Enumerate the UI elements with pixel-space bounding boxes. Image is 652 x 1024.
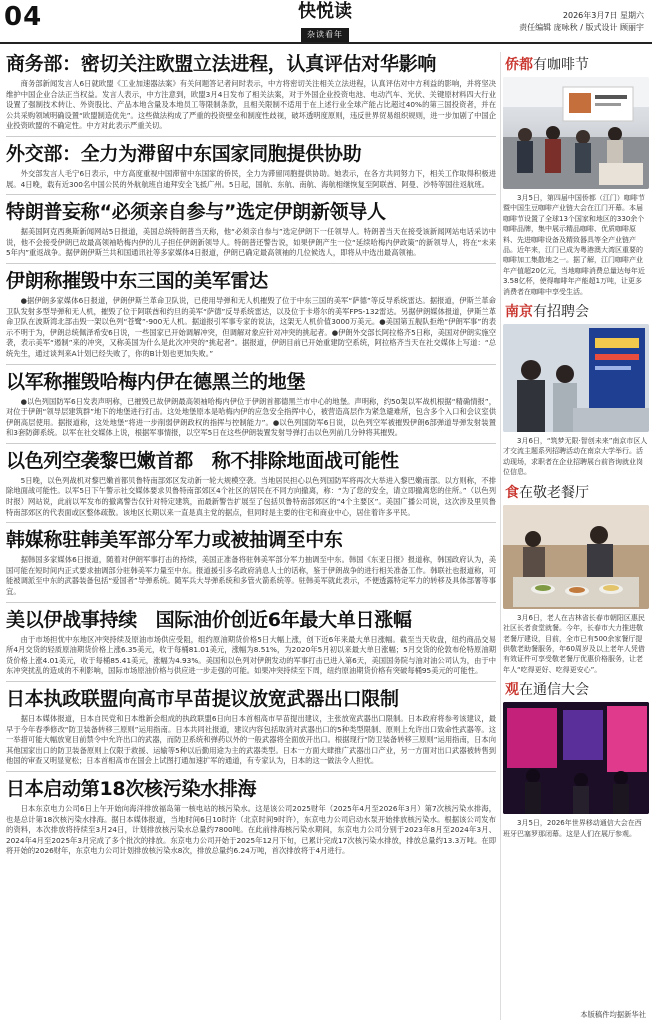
photo-feature xyxy=(503,303,650,478)
feature-title: 观在通信大会 xyxy=(505,682,589,699)
article xyxy=(6,528,496,597)
article-headline: 日本启动第18次核污染水排海 xyxy=(6,777,257,800)
article-body: ●据伊朗多家媒体6日报道，伊朗伊斯兰革命卫队说，已使用导弹和无人机摧毁了位于中东三国的美军“萨德”等反导系统雷达。据报道，伊斯兰革命卫队发射多型导弹和无人机，摧毁了位于阿联酋和约旦的美军“萨德”反导系统雷达，以及位于卡塔尔的美军FPS-132雷达。另据伊朗媒体报道，伊斯兰革命卫队在波斯湾北部击毁一架以色列“苍鹭”-900无人机。据道报引军事专家的说法，这架无人机价值3000万美元。●美国第五舰队拒绝“伊朗军事”的表示不明于为，伊朗总统佩泽希安6日说，一些国家已开始调解冲突，但调解对象应针对冲突的挑起者。●伊朗外交部长阿拉格齐5日称，美国对伊朗实施空袭，表示美军“遏制”来的冲突，又称美国为什么是此次冲突的“挑起者”。据报道，伊朗目前已开始重建防空系统，阿拉格齐当天在社交媒体上写道：“总统先生，通过谈判来A计划已经失败了，你的B计划也更加失败。” xyxy=(6,295,496,358)
article-headline: 外交部：全力为滞留中东国家同胞提供协助 xyxy=(6,142,362,165)
coffee-festival-illustration xyxy=(503,77,649,189)
job-fair-illustration xyxy=(503,324,649,432)
divider xyxy=(6,771,496,772)
photo-caption: 3月5日，第四届中国侨都（江门）咖啡节暨中国生豆咖啡产业链大会在江门开幕。本届咖啡节设置了全球13个国家和地区的330余个咖啡品牌，集中展示精品咖啡、优质咖啡原料、先进咖啡设备及精致器具等全产业链产品。近年来，江门已成为粤港澳大湾区重要的咖啡加工集散地之一。据了解，江门咖啡产业年产值超20亿元，当地咖啡消费总量达每年近3.58亿杯，使得咖啡年产能超1万吨，让更多消费者在咖啡中享受生活。 xyxy=(503,194,645,296)
article xyxy=(6,370,496,439)
photo-feature xyxy=(503,484,650,675)
divider xyxy=(6,681,496,682)
canteen-illustration xyxy=(503,505,649,609)
page-number: 04 xyxy=(4,2,43,32)
feature-title: 食在敬老餐厅 xyxy=(505,484,589,501)
divider xyxy=(6,522,496,523)
article-body: 外交部发言人毛宁6日表示，中方高度重视中国滞留中东国家的侨民，全力为滞留同胞提供协助。她表示，在各方共同努力下，相关工作取得积极进展。4日晚，载有近300名中国公民的外航航班自迪拜安全飞抵广州。5日起，国航、东航、南航、海航相继恢复至阿联酋、阿曼、沙特等国往返航班。 xyxy=(6,168,496,189)
article-body: 日本东京电力公司6日上午开始向海洋排放福岛第一核电站的核污染水。这是该公司2025财年（2025年4月至2026年3月）第7次核污染水排海，也是总计第18次核污染水排海。据日本媒体报道，当地时间6日10时许（北京时间9时许），东京电力公司启动水泵开始排放核污染水。根据该公司发布的资料，本次排放将持续至3月24日，计划排放核污染水总量约7800吨。在此前排海核污染水期间，东京电力公司分别于2023年8月至2024年3月、2024年4月至2025年3月完成了多个批次的排放。东京电力公司开始于2025年12月下旬，已累计完成17次核污染水排放，排放总量约13.3万吨。在即将开始的2026财年，东京电力公司计划排放核污染水8次，排放总量约6.24万吨，首次排放将于4月进行。 xyxy=(6,803,496,856)
mobile-congress-photo xyxy=(503,702,649,814)
photo-caption: 3月6日，“筑梦无限·智创未来”南京市区人才交流主题系列招聘活动在南京大学举行。活动现场，求职者在企业招聘展台前咨询就业岗位信息。 xyxy=(503,437,648,477)
divider xyxy=(6,602,496,603)
news-column xyxy=(6,52,496,1020)
section-brand xyxy=(290,2,360,42)
article xyxy=(6,142,496,190)
article-body: 据日本媒体报道，日本自民党和日本维新会组成的执政联盟6日向日本首相高市早苗提出建议，主张放宽武器出口限制。日本政府将参考该建议，最早于今年春季修改“防卫装备转移三原则”运用指南。日本共同社报道，建议内容包括取消对武器出口的5种类型限制、原则上允许出口致命性武器等。这一举措可能大幅放宽目前禁令中允许出口的武器，而防卫系统和弹药以外的一般武器将全面放开出口。根据现行“防卫装备转移三原则”运用指南，日本向其他国家出口的防卫装备原则上仅限于救援、运输等5种以后勤用途为主的武器类型。日本一方面大肆推广武器出口产业，另一方面对出口武器被转售到他国的审查又明显宽松；日本首相高市在国会上试图打通加速扩军的通道，有专家认为，日本的这一做法令人担忧。 xyxy=(6,714,496,766)
issue-date: 2026年3月7日 星期六 xyxy=(562,11,644,20)
article-body: 据美国阿克西奥斯新闻网站5日报道，美国总统特朗普当天称，他“必须亲自参与”选定伊朗下一任领导人。特朗普当天在接受该新闻网站电话采访中说，他不会接受伊朗已故最高领袖哈梅内伊的儿子担任伊朗新领导人。特朗普还警告说，如果伊朗产生一位“延续哈梅内伊政策”的新领导人，将在“未来5年内”重返战争。据伊朗伊斯兰共和国通讯社等多家媒体4日报道，伊朗已确定最高领袖的几位候选人，即将从中选出最高领袖。 xyxy=(6,227,496,258)
article xyxy=(6,449,496,518)
editor-credit: 责任编辑 庞咏秋 / 版式设计 顾丽宇 xyxy=(519,23,644,32)
job-fair-photo xyxy=(503,324,649,432)
article-headline: 以色列空袭黎巴嫩首都 称不排除地面战可能性 xyxy=(6,449,399,472)
article xyxy=(6,200,496,259)
mobile-congress-illustration xyxy=(503,702,649,814)
article xyxy=(6,269,496,360)
source-credit: 本版稿件均据新华社 xyxy=(580,1010,646,1019)
article-body: 由于市场担忧中东地区冲突持续及原油市场供应受阻，组约原油期货价格5日大幅上涨，创下近6年来最大单日涨幅。截至当天收盘，纽约商品交易所4月交货的轻质原油期货价格上涨6.35美元，收于每桶81.01美元，涨幅为8.51%，为2020年5月初以来最大单日涨幅；5月交货的伦敦布伦特原油期货价格上涨4.01美元，收于每桶85.41美元，涨幅为4.93%。美国和以色列对伊朗发动的军事打击已进入第6天，美国国务院与油对油公司认为，由于中东冲突扰乱的造成的不利影响，国际市场原油价格与供应进一步走强的可能。如果冲突持续至下周，纽约原油期货价格有突破每桶95美元的可能性。 xyxy=(6,634,496,676)
photo-caption: 3月5日，2026年世界移动通信大会在西班牙巴塞罗那闭幕。这是人们在展厅参观。 xyxy=(503,819,642,838)
feature-title: 南京有招聘会 xyxy=(505,304,589,321)
article-headline: 商务部：密切关注欧盟立法进程，认真评估对华影响 xyxy=(6,53,437,75)
article-body: 据韩国多家媒体6日报道，随着对伊朗军事打击的持续，美国正准备将驻韩美军部分军力抽调至中东。韩国《东亚日报》报道称，韩国政府认为，美国可能在短时间内正式要求抽调部分驻韩美军力量至中东。报道援引多名政府消息人士的话称，鉴于伊朗战争的进行相关准备工作。韩联社也报道称，可能被调派至中东的武器装备包括“爱国者”导弹系统。随军兵大导弹系统和多管火箭系统等。驻韩美军就此表示，不便透露特定军力的转移及具体部署等事宜。 xyxy=(6,555,496,597)
photo-caption: 3月6日，老人在吉林省长春市朝阳区惠民社区长者食堂就餐。今年，长春市大力推进敬老餐厅建设，目前，全市已有500余家餐厅提供敬老助餐服务，年60周岁及以上老年人凭借有效证件可享受敬老餐厅优惠价格服务，让老年人“吃得更好、吃得更安心”。 xyxy=(503,613,645,674)
article-body: 商务部新闻发言人6日就欧盟《工业加速器法案》有关问题答记者问时表示，中方将密切关注相关立法进程，认真评估对中方利益的影响，并将坚决维护中国企业合法正当权益。发言人表示，中方注意到，欧盟3月4日发布了相关法案，对于外国企业投资电池、电动汽车、光伏、关键原材料四大行业设置了强制技术转让、外资股比、产品本地含量及本地员工等限制条款，且相关限制不适用于在上述行业全球产能占比超过40%的第三国投资者，并在公共采购领域明确设置“欧盟制造优先”。这些做法构成了严重的投资壁垒和制度性歧视，破坏透明度原则，违反世界贸易组织规则，进一步加剧了中国企业投资欧盟的不确定性。中方对此表示严重关切。 xyxy=(6,79,496,131)
article-headline: 特朗普妄称“必须亲自参与”选定伊朗新领导人 xyxy=(6,201,386,224)
article xyxy=(6,608,496,677)
photo-feature xyxy=(503,56,650,297)
article-headline: 以军称摧毁哈梅内伊在德黑兰的地堡 xyxy=(6,370,306,393)
photo-sidebar xyxy=(500,52,650,1020)
coffee-festival-photo xyxy=(503,77,649,189)
article-headline: 韩媒称驻韩美军部分军力或被抽调至中东 xyxy=(6,529,343,552)
feature-title: 侨都有咖啡节 xyxy=(505,57,589,73)
article-headline: 伊朗称摧毁中东三国的美军雷达 xyxy=(6,269,268,292)
canteen-photo xyxy=(503,505,649,609)
divider xyxy=(6,194,496,195)
brand-title: 快悦读 xyxy=(298,1,352,22)
article xyxy=(6,52,496,132)
header-meta xyxy=(519,10,644,34)
photo-feature xyxy=(503,681,650,839)
brand-subtitle: 杂读看年 xyxy=(301,28,349,42)
article xyxy=(6,777,496,857)
divider xyxy=(6,364,496,365)
article xyxy=(6,687,496,767)
article-body: ●以色列国防军6日发表声明称，已摧毁已故伊朗最高领袖哈梅内伊位于伊朗首都德黑兰市中心的地堡。声明称，约50架以军战机根据“精确情报”，对位于伊朗“领导层建筑群”地下的地堡进行打击。这处地堡原本是哈梅内伊的应急安全指挥中心，被营造高层作为紧急避难所，包含多个入口和会议室供伊朗高层使用。据报道称，这处地堡“将进一步削弱伊朗政权的指挥与控制能力”。●以色列国防军6日说，以色列空军被摧毁伊朗6部弹道导弹发射装置和3套防御系统。以军在社交媒体上说，根据军事情报，以空军5日在这些伊朗装置发射导弹打击以色列前几分钟将其摧毁。 xyxy=(6,396,496,438)
divider xyxy=(6,443,496,444)
divider xyxy=(6,263,496,264)
article-body: 5日晚，以色列战机对黎巴嫩首都贝鲁特南部郊区发动新一轮大规模空袭。当地居民担心以色列国防军将再次大举进入黎巴嫩南部。以方则称，不排除地面战可能性。以军5日下午警示社交媒体要求贝鲁特南部郊区4个社区的居民在不同方向撤离，称：“为了您的安全，请立即撤离您的住所。”（以色列时报）网站说，此前以军发布的撤离警告仅针对特定建筑，而最新警告扩展至了包括贝鲁特南部郊区的“4个主要区”。美国广播公司说，这次涉及里贝鲁特南部郊区的代表面或区整体疏散。该地区长期以来一直是真主党的据点，但同时是主要的住宅和商业中心，居住着许多平民。 xyxy=(6,475,496,517)
divider xyxy=(6,136,496,137)
article-headline: 日本执政联盟向高市早苗提议放宽武器出口限制 xyxy=(6,688,399,710)
article-headline: 美以伊战事持续 国际油价创近6年最大单日涨幅 xyxy=(6,608,412,631)
page-header xyxy=(0,0,652,44)
